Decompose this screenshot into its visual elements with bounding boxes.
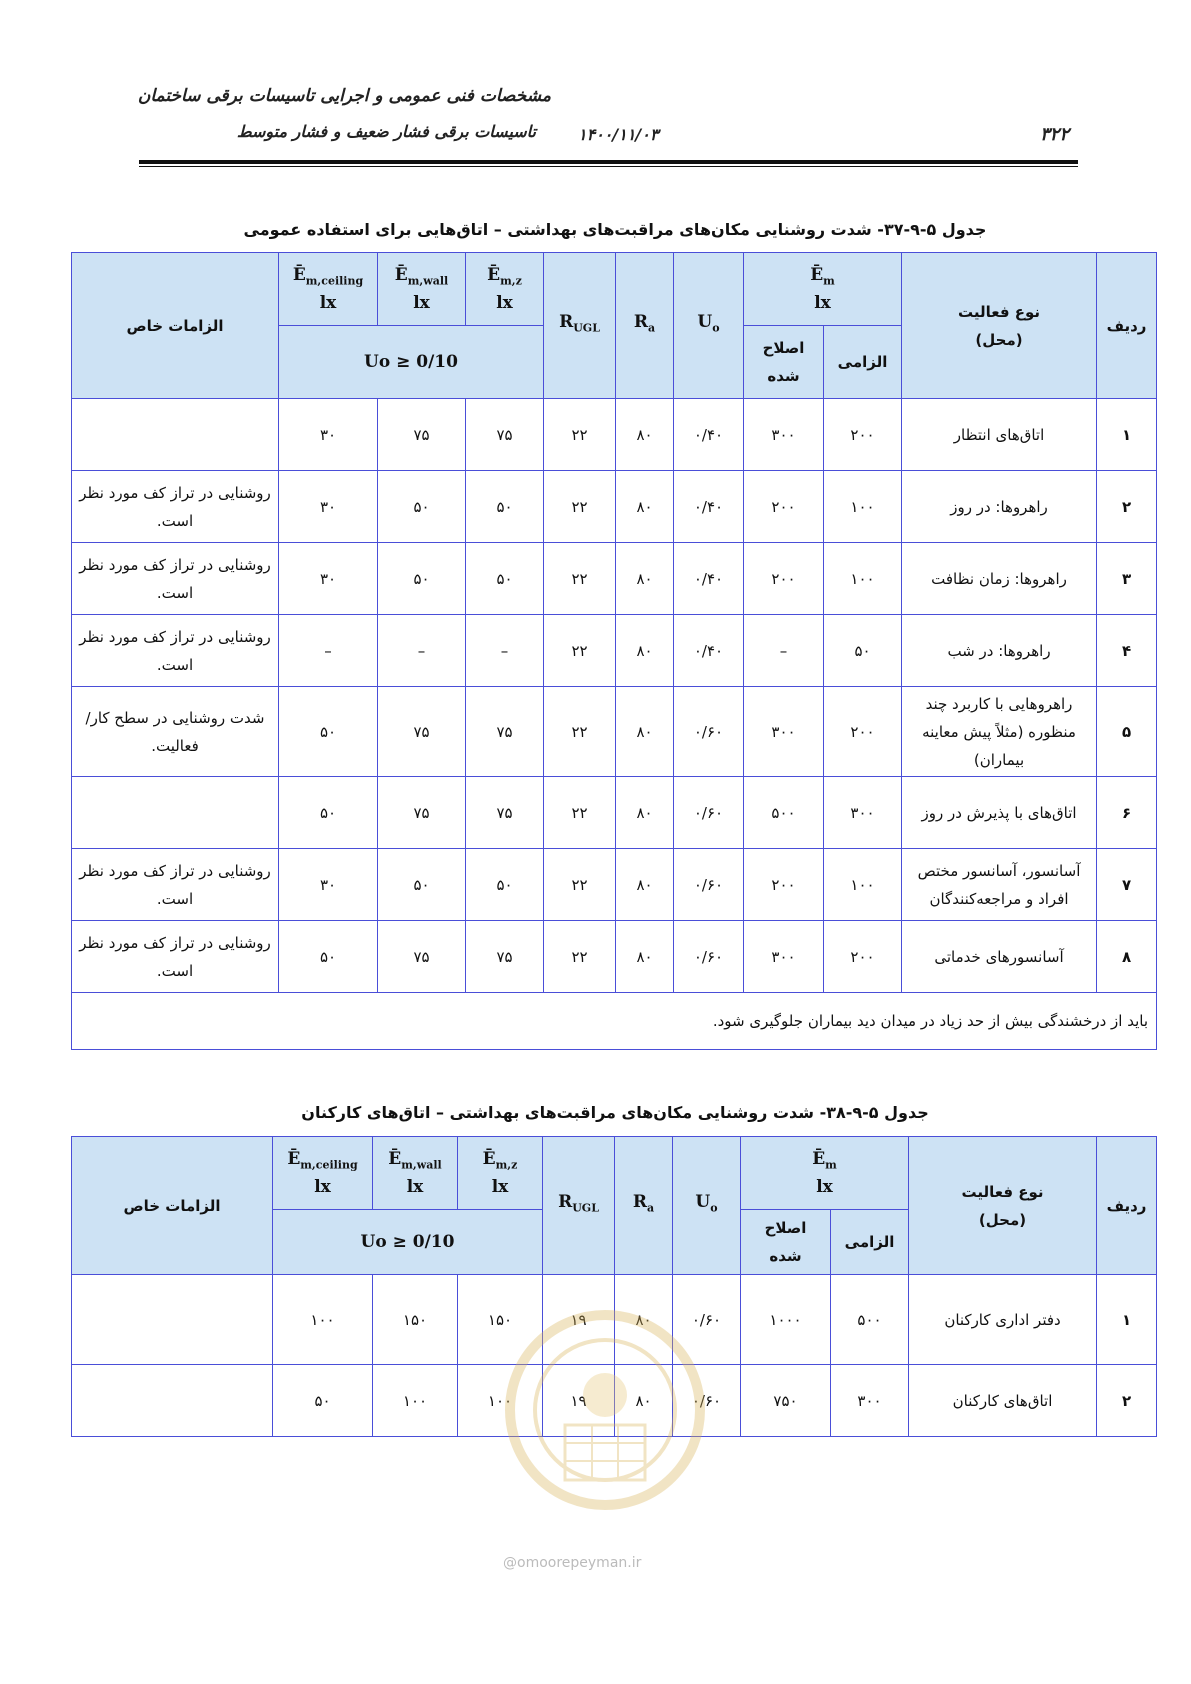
cell-em-wall: ۷۵	[378, 399, 466, 471]
cell-row-no: ۲	[1097, 1365, 1157, 1437]
col-header-row-no: ردیف	[1097, 1137, 1157, 1275]
col-header-uo: $U_o$	[673, 1137, 741, 1275]
cell-em-wall: ۱۵۰	[373, 1275, 458, 1365]
cell-activity: اتاق‌های انتظار	[902, 399, 1097, 471]
table-row	[72, 399, 1157, 471]
col-header-activity: نوع فعالیت (محل)	[902, 253, 1097, 399]
col-header-em-required: الزامی	[824, 326, 902, 399]
table1-note: باید از درخشندگی بیش از حد زیاد در میدان دید بیماران جلوگیری شود.	[72, 993, 1157, 1050]
cell-special-requirements: روشنایی در تراز کف مورد نظر است.	[72, 471, 279, 543]
cell-em-modified: ۳۰۰	[744, 921, 824, 993]
cell-uo: ۰/۶۰	[674, 777, 744, 849]
col-header-ra: $R_a$	[615, 1137, 673, 1275]
cell-em-ceiling: ۵۰	[279, 687, 378, 777]
cell-special-requirements: شدت روشنایی در سطح کار/فعالیت.	[72, 687, 279, 777]
cell-em-required: ۲۰۰	[824, 687, 902, 777]
cell-ra: ۸۰	[615, 1365, 673, 1437]
col-header-uo-condition: Uo ≥ 0/10	[279, 326, 544, 399]
cell-em-wall: ۷۵	[378, 921, 466, 993]
col-header-emwall: $Ē_{m,wall}$ lx	[373, 1137, 458, 1210]
cell-rugl: ۲۲	[544, 471, 616, 543]
cell-row-no: ۱	[1097, 399, 1157, 471]
cell-activity: اتاق‌های کارکنان	[909, 1365, 1097, 1437]
col-header-em-required: الزامی	[831, 1210, 909, 1275]
cell-em-ceiling: ۳۰	[279, 399, 378, 471]
cell-em-ceiling: –	[279, 615, 378, 687]
cell-em-ceiling: ۵۰	[273, 1365, 373, 1437]
cell-em-z: ۱۰۰	[458, 1365, 543, 1437]
cell-rugl: ۲۲	[544, 777, 616, 849]
cell-row-no: ۱	[1097, 1275, 1157, 1365]
cell-uo: ۰/۴۰	[674, 471, 744, 543]
cell-uo: ۰/۴۰	[674, 399, 744, 471]
cell-activity: دفتر اداری کارکنان	[909, 1275, 1097, 1365]
col-header-emz: $Ē_{m,z}$ lx	[458, 1137, 543, 1210]
cell-ra: ۸۰	[615, 1275, 673, 1365]
watermark-url: @omoorepeyman.ir	[503, 1555, 642, 1571]
col-header-activity: نوع فعالیت (محل)	[909, 1137, 1097, 1275]
cell-em-ceiling: ۳۰	[279, 849, 378, 921]
cell-em-ceiling: ۳۰	[279, 471, 378, 543]
cell-activity: راهروهایی با کاربرد چند منظوره (مثلاً پیش معاینه بیماران)	[902, 687, 1097, 777]
cell-uo: ۰/۴۰	[674, 615, 744, 687]
cell-rugl: ۲۲	[544, 687, 616, 777]
cell-em-ceiling: ۵۰	[279, 777, 378, 849]
cell-special-requirements: روشنایی در تراز کف مورد نظر است.	[72, 921, 279, 993]
cell-row-no: ۳	[1097, 543, 1157, 615]
cell-em-modified: –	[744, 615, 824, 687]
cell-uo: ۰/۶۰	[673, 1275, 741, 1365]
col-header-special: الزامات خاص	[72, 1137, 273, 1275]
cell-activity: آسانسور، آسانسور مختص افراد و مراجعه‌کنندگان	[902, 849, 1097, 921]
table2-caption: جدول ۵-۹-۳۸- شدت روشنایی مکان‌های مراقبت‌های بهداشتی – اتاق‌های کارکنان	[301, 1103, 929, 1122]
cell-em-ceiling: ۳۰	[279, 543, 378, 615]
col-header-uo: $U_o$	[674, 253, 744, 399]
book-title: مشخصات فنی عمومی و اجرایی تاسیسات برقی ساختمان	[137, 86, 551, 106]
cell-em-wall: ۷۵	[378, 687, 466, 777]
table-row	[72, 921, 1157, 993]
cell-em-z: ۱۵۰	[458, 1275, 543, 1365]
cell-em-required: ۳۰۰	[831, 1365, 909, 1437]
cell-special-requirements	[72, 1275, 273, 1365]
table-row	[72, 687, 1157, 777]
table-row	[72, 777, 1157, 849]
cell-em-wall: ۷۵	[378, 777, 466, 849]
cell-ra: ۸۰	[616, 921, 674, 993]
col-header-emceiling: $Ē_{m,ceiling}$ lx	[273, 1137, 373, 1210]
col-header-row-no: ردیف	[1097, 253, 1157, 399]
cell-special-requirements	[72, 399, 279, 471]
cell-uo: ۰/۶۰	[674, 687, 744, 777]
cell-rugl: ۱۹	[543, 1365, 615, 1437]
cell-activity: اتاق‌های با پذیرش در روز	[902, 777, 1097, 849]
col-header-uo-condition: Uo ≥ 0/10	[273, 1210, 543, 1275]
cell-em-ceiling: ۵۰	[279, 921, 378, 993]
cell-em-modified: ۲۰۰	[744, 471, 824, 543]
table-row	[72, 615, 1157, 687]
cell-row-no: ۸	[1097, 921, 1157, 993]
col-header-em: $Ē_m$ lx	[741, 1137, 909, 1210]
cell-uo: ۰/۴۰	[674, 543, 744, 615]
cell-special-requirements	[72, 1365, 273, 1437]
cell-em-z: ۵۰	[466, 849, 544, 921]
cell-ra: ۸۰	[616, 399, 674, 471]
cell-em-wall: ۵۰	[378, 849, 466, 921]
cell-ra: ۸۰	[616, 615, 674, 687]
cell-em-required: ۵۰۰	[831, 1275, 909, 1365]
table1	[71, 252, 1157, 1050]
cell-em-wall: –	[378, 615, 466, 687]
table-row	[72, 849, 1157, 921]
col-header-ra: $R_a$	[616, 253, 674, 399]
cell-rugl: ۲۲	[544, 921, 616, 993]
cell-em-wall: ۵۰	[378, 471, 466, 543]
cell-em-z: ۷۵	[466, 399, 544, 471]
cell-activity: راهروها: در روز	[902, 471, 1097, 543]
page-number: ۳۲۲	[1040, 124, 1070, 145]
cell-rugl: ۲۲	[544, 615, 616, 687]
cell-em-z: ۵۰	[466, 471, 544, 543]
header-date: ۱۴۰۰/۱۱/۰۳	[578, 125, 659, 144]
cell-rugl: ۲۲	[544, 849, 616, 921]
cell-rugl: ۲۲	[544, 543, 616, 615]
cell-rugl: ۱۹	[543, 1275, 615, 1365]
col-header-special: الزامات خاص	[72, 253, 279, 399]
cell-special-requirements	[72, 777, 279, 849]
cell-em-z: ۷۵	[466, 777, 544, 849]
cell-em-wall: ۱۰۰	[373, 1365, 458, 1437]
cell-em-required: ۵۰	[824, 615, 902, 687]
cell-ra: ۸۰	[616, 543, 674, 615]
col-header-em-modified: اصلاح شده	[744, 326, 824, 399]
cell-uo: ۰/۶۰	[674, 849, 744, 921]
cell-ra: ۸۰	[616, 687, 674, 777]
cell-special-requirements: روشنایی در تراز کف مورد نظر است.	[72, 615, 279, 687]
cell-em-modified: ۲۰۰	[744, 849, 824, 921]
col-header-emz: $Ē_{m,z}$ lx	[466, 253, 544, 326]
cell-em-modified: ۳۰۰	[744, 687, 824, 777]
cell-ra: ۸۰	[616, 849, 674, 921]
cell-em-z: ۷۵	[466, 921, 544, 993]
header-rule-thin	[139, 166, 1078, 167]
cell-em-modified: ۵۰۰	[744, 777, 824, 849]
cell-row-no: ۲	[1097, 471, 1157, 543]
cell-em-required: ۳۰۰	[824, 777, 902, 849]
cell-row-no: ۷	[1097, 849, 1157, 921]
cell-em-z: ۷۵	[466, 687, 544, 777]
cell-uo: ۰/۶۰	[674, 921, 744, 993]
cell-row-no: ۶	[1097, 777, 1157, 849]
cell-em-modified: ۱۰۰۰	[741, 1275, 831, 1365]
cell-em-ceiling: ۱۰۰	[273, 1275, 373, 1365]
col-header-emceiling: $Ē_{m,ceiling}$ lx	[279, 253, 378, 326]
col-header-rugl: $R_{UGL}$	[544, 253, 616, 399]
cell-activity: آسانسورهای خدماتی	[902, 921, 1097, 993]
cell-em-required: ۱۰۰	[824, 849, 902, 921]
cell-row-no: ۵	[1097, 687, 1157, 777]
col-header-emwall: $Ē_{m,wall}$ lx	[378, 253, 466, 326]
col-header-rugl: $R_{UGL}$	[543, 1137, 615, 1275]
col-header-em: $Ē_m$ lx	[744, 253, 902, 326]
cell-em-z: –	[466, 615, 544, 687]
chapter-title: تاسیسات برقی فشار ضعیف و فشار متوسط	[236, 122, 536, 141]
cell-activity: راهروها: در شب	[902, 615, 1097, 687]
cell-special-requirements: روشنایی در تراز کف مورد نظر است.	[72, 543, 279, 615]
cell-em-required: ۲۰۰	[824, 921, 902, 993]
cell-special-requirements: روشنایی در تراز کف مورد نظر است.	[72, 849, 279, 921]
cell-row-no: ۴	[1097, 615, 1157, 687]
cell-em-modified: ۳۰۰	[744, 399, 824, 471]
header-rule-thick	[139, 160, 1078, 164]
cell-em-required: ۱۰۰	[824, 471, 902, 543]
cell-em-required: ۱۰۰	[824, 543, 902, 615]
cell-uo: ۰/۶۰	[673, 1365, 741, 1437]
cell-em-modified: ۷۵۰	[741, 1365, 831, 1437]
cell-em-modified: ۲۰۰	[744, 543, 824, 615]
cell-em-z: ۵۰	[466, 543, 544, 615]
cell-ra: ۸۰	[616, 471, 674, 543]
table-row	[72, 471, 1157, 543]
cell-activity: راهروها: زمان نظافت	[902, 543, 1097, 615]
table-row	[72, 543, 1157, 615]
col-header-em-modified: اصلاح شده	[741, 1210, 831, 1275]
watermark-seal-icon	[495, 1300, 715, 1560]
cell-em-wall: ۵۰	[378, 543, 466, 615]
cell-em-required: ۲۰۰	[824, 399, 902, 471]
table1-caption: جدول ۵-۹-۳۷- شدت روشنایی مکان‌های مراقبت‌های بهداشتی – اتاق‌هایی برای استفاده عمومی	[243, 220, 987, 239]
cell-rugl: ۲۲	[544, 399, 616, 471]
cell-ra: ۸۰	[616, 777, 674, 849]
